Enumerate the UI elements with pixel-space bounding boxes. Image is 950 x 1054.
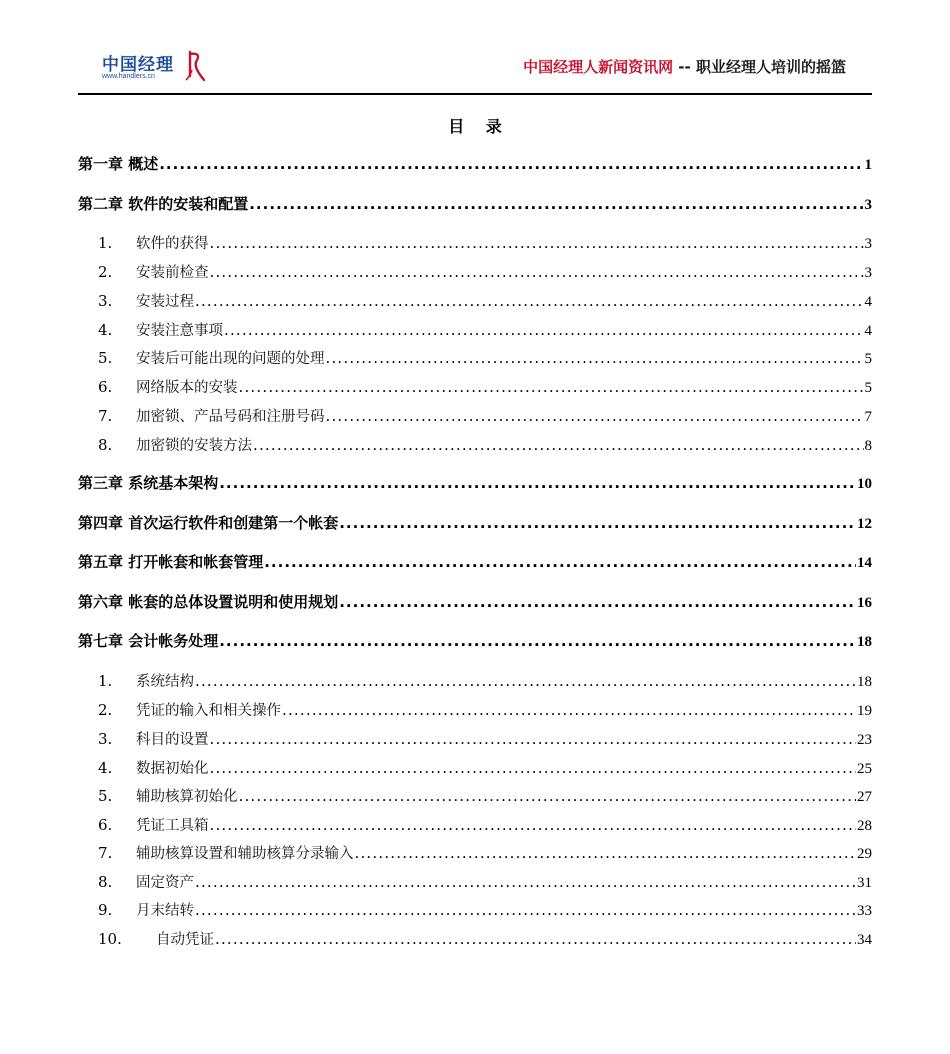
- toc-section-entry[interactable]: [78, 232, 872, 253]
- toc-section-entry[interactable]: [78, 814, 872, 835]
- toc-entry-number: 3.: [98, 292, 113, 310]
- toc-entry-number: 9.: [98, 901, 113, 919]
- toc-dot-leader: [195, 873, 856, 891]
- toc-page-number: 8: [864, 438, 872, 454]
- slogan-tagline: 职业经理人培训的摇篮: [695, 58, 846, 76]
- toc-dot-leader: [195, 901, 856, 919]
- toc-entry-number: 2.: [98, 701, 113, 719]
- toc-dot-leader: [253, 436, 864, 454]
- toc-entry-label: 凭证工具箱: [136, 818, 209, 834]
- toc-dot-leader: [195, 292, 864, 310]
- toc-dot-leader: [355, 844, 857, 862]
- toc-entry-label: 第一章 概述: [78, 155, 159, 173]
- toc-page-number: 27: [857, 789, 872, 805]
- toc-section-entry[interactable]: [78, 928, 872, 949]
- toc-page-number: 16: [857, 595, 872, 611]
- toc-dot-leader: [210, 816, 857, 834]
- toc-entry-number: 10.: [98, 930, 122, 948]
- toc-section-entry[interactable]: [78, 319, 872, 340]
- toc-page-number: 5: [864, 380, 872, 396]
- toc-dot-leader: [210, 730, 857, 748]
- toc-dot-leader: [249, 195, 863, 213]
- page-header: [78, 40, 872, 92]
- toc-chapter-entry[interactable]: [78, 630, 872, 651]
- toc-entry-label: 安装后可能出现的问题的处理: [136, 351, 325, 367]
- toc-entry-label: 系统结构: [136, 674, 194, 690]
- toc-entry-label: 凭证的输入和相关操作: [136, 703, 281, 719]
- toc-entry-number: 5.: [98, 349, 113, 367]
- toc-page-number: 14: [857, 555, 872, 571]
- toc-section-entry[interactable]: [78, 842, 872, 863]
- toc-entry-label: 月末结转: [136, 903, 194, 919]
- toc-page-number: 12: [857, 516, 872, 532]
- toc-section-entry[interactable]: [78, 376, 872, 397]
- toc-entry-label: 加密锁、产品号码和注册号码: [136, 409, 325, 425]
- toc-section-entry[interactable]: [78, 347, 872, 368]
- toc-page-number: 1: [864, 157, 872, 173]
- toc-entry-label: 数据初始化: [136, 761, 209, 777]
- toc-entry-label: 科目的设置: [136, 732, 209, 748]
- logo-url: www.handlers.cn: [102, 73, 155, 80]
- toc-entry-number: 2.: [98, 263, 113, 281]
- toc-page-number: 34: [857, 932, 872, 948]
- toc-dot-leader: [210, 234, 864, 252]
- toc-entry-label: 第四章 首次运行软件和创建第一个帐套: [78, 514, 339, 532]
- toc-title: 目 录: [448, 117, 510, 136]
- toc-page-number: 4: [864, 294, 872, 310]
- toc-dot-leader: [282, 701, 856, 719]
- toc-section-entry[interactable]: [78, 899, 872, 920]
- toc-dot-leader: [239, 378, 864, 396]
- toc-entry-number: 5.: [98, 787, 113, 805]
- toc-dot-leader: [210, 759, 857, 777]
- logo-mark-icon: [184, 50, 210, 84]
- toc-page-number: 7: [864, 409, 872, 425]
- toc-page-number: 28: [857, 818, 872, 834]
- logo-text: 中国经理: [102, 55, 174, 75]
- toc-entry-number: 3.: [98, 730, 113, 748]
- header-divider: [78, 93, 872, 95]
- toc-page-number: 23: [857, 732, 872, 748]
- toc-page-number: 18: [857, 634, 872, 650]
- toc-dot-leader: [339, 593, 856, 611]
- toc-entry-label: 第七章 会计帐务处理: [78, 632, 219, 650]
- toc-page-number: 19: [857, 703, 872, 719]
- toc-entry-number: 7.: [98, 407, 113, 425]
- toc-entry-label: 辅助核算初始化: [136, 789, 238, 805]
- toc-entry-number: 8.: [98, 873, 113, 891]
- toc-entry-label: 第五章 打开帐套和帐套管理: [78, 553, 264, 571]
- toc-dot-leader: [326, 349, 864, 367]
- toc-page-number: 29: [857, 846, 872, 862]
- toc-entry-number: 1.: [98, 672, 113, 690]
- toc-chapter-entry[interactable]: [78, 551, 872, 572]
- toc-entry-number: 6.: [98, 378, 113, 396]
- toc-entry-label: 自动凭证: [156, 932, 214, 948]
- toc-entry-label: 第二章 软件的安装和配置: [78, 195, 249, 213]
- toc-entry-label: 安装前检查: [136, 265, 209, 281]
- toc-page-number: 5: [864, 351, 872, 367]
- toc-chapter-entry[interactable]: [78, 591, 872, 612]
- slogan-separator: --: [673, 58, 696, 76]
- toc-dot-leader: [339, 514, 856, 532]
- toc-dot-leader: [239, 787, 857, 805]
- header-slogan: [523, 56, 846, 77]
- toc-entry-number: 1.: [98, 234, 113, 252]
- toc-section-entry[interactable]: [78, 670, 872, 691]
- toc-page-number: 3: [864, 236, 872, 252]
- toc-entry-label: 网络版本的安装: [136, 380, 238, 396]
- toc-section-entry[interactable]: [78, 405, 872, 426]
- toc-page-number: 18: [857, 674, 872, 690]
- toc-entry-label: 安装过程: [136, 294, 194, 310]
- toc-page-number: 25: [857, 761, 872, 777]
- toc-entry-number: 4.: [98, 759, 113, 777]
- toc-section-entry[interactable]: [78, 871, 872, 892]
- toc-entry-label: 辅助核算设置和辅助核算分录输入: [136, 846, 354, 862]
- toc-entry-number: 7.: [98, 844, 113, 862]
- logo: [102, 50, 222, 90]
- toc-dot-leader: [210, 263, 864, 281]
- toc-entry-label: 安装注意事项: [136, 323, 223, 339]
- toc-section-entry[interactable]: [78, 785, 872, 806]
- toc-page-number: 10: [857, 476, 872, 492]
- toc-entry-number: 4.: [98, 321, 113, 339]
- toc-section-entry[interactable]: [78, 261, 872, 282]
- toc-dot-leader: [159, 155, 863, 173]
- toc-chapter-entry[interactable]: [78, 512, 872, 533]
- toc-dot-leader: [264, 553, 856, 571]
- toc-section-entry[interactable]: [78, 757, 872, 778]
- toc-page-number: 4: [864, 323, 872, 339]
- toc-page-number: 3: [864, 197, 872, 213]
- toc-dot-leader: [224, 321, 864, 339]
- toc-section-entry[interactable]: [78, 699, 872, 720]
- toc-entry-number: 6.: [98, 816, 113, 834]
- toc-entry-label: 软件的获得: [136, 236, 209, 252]
- toc-dot-leader: [219, 474, 856, 492]
- toc-page-number: 31: [857, 875, 872, 891]
- toc-page-number: 33: [857, 903, 872, 919]
- toc-dot-leader: [326, 407, 864, 425]
- toc-entry-label: 固定资产: [136, 875, 194, 891]
- toc-entry-label: 第三章 系统基本架构: [78, 474, 219, 492]
- toc-chapter-entry[interactable]: [78, 153, 872, 174]
- slogan-site-name: 中国经理人新闻资讯网: [523, 58, 674, 76]
- toc-dot-leader: [219, 632, 856, 650]
- toc-entry-number: 8.: [98, 436, 113, 454]
- toc-dot-leader: [195, 672, 856, 690]
- toc-page-number: 3: [864, 265, 872, 281]
- toc-dot-leader: [215, 930, 856, 948]
- toc-section-entry[interactable]: [78, 290, 872, 311]
- toc-section-entry[interactable]: [78, 728, 872, 749]
- toc-section-entry[interactable]: [78, 434, 872, 455]
- toc-entry-label: 加密锁的安装方法: [136, 438, 252, 454]
- toc-chapter-entry[interactable]: [78, 472, 872, 493]
- toc-entry-label: 第六章 帐套的总体设置说明和使用规划: [78, 593, 339, 611]
- toc-chapter-entry[interactable]: [78, 193, 872, 214]
